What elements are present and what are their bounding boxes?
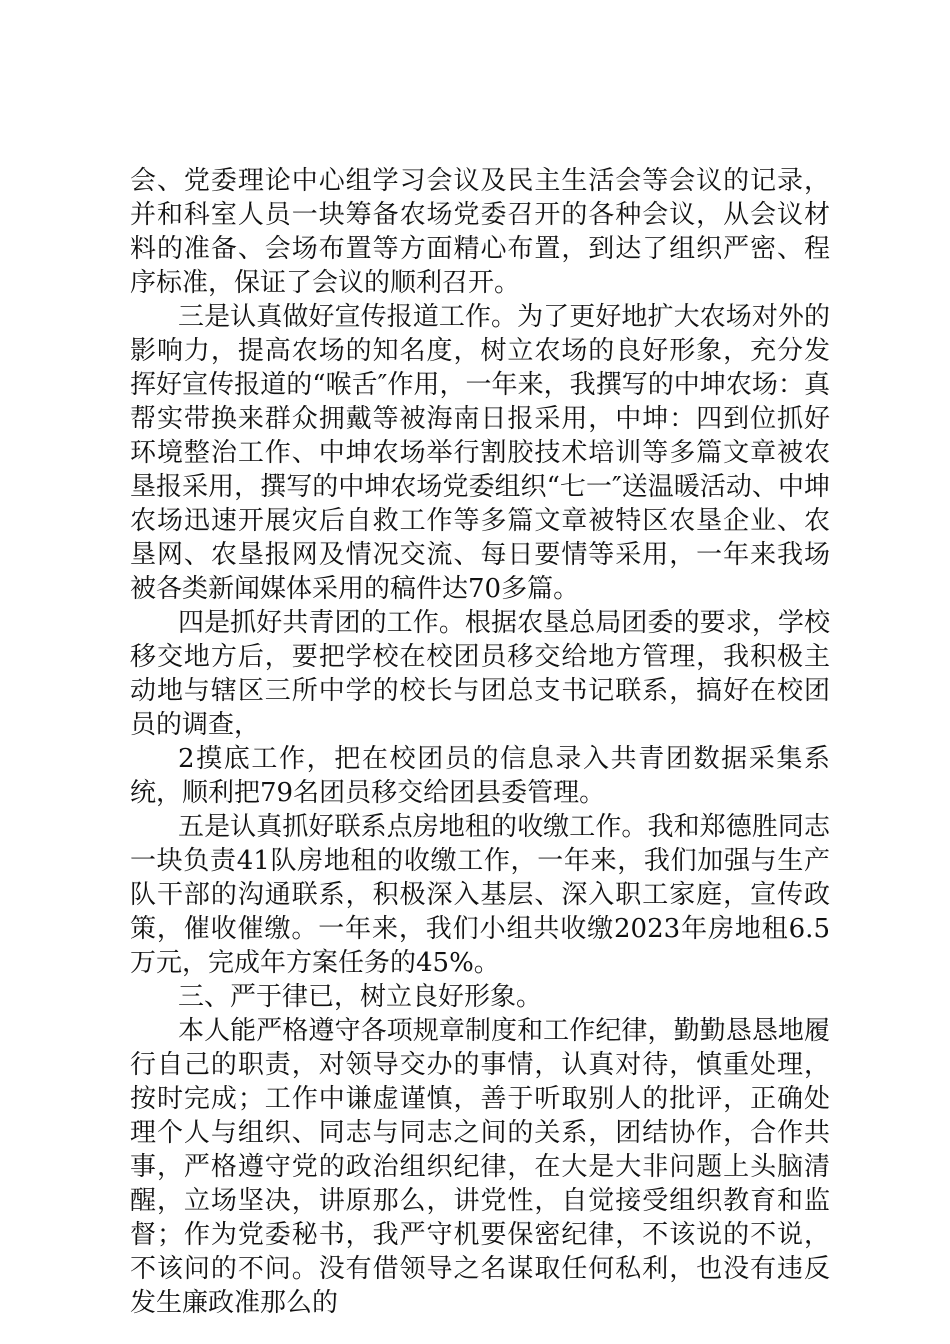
paragraph-rent-collection: 五是认真抓好联系点房地租的收缴工作。我和郑德胜同志一块负责41队房地租的收缴工作，一年来，我们加强与生产队干部的沟通联系，积极深入基层、深入职工家庭，宣传政策，催收催缴。一年来，我们小组共收缴2023年房地租6.5万元，完成年方案任务的45%。: [130, 812, 830, 978]
document-page: [130, 164, 830, 1320]
paragraph-youth-league-work: 四是抓好共青团的工作。根据农垦总局团委的要求，学校移交地方后，要把学校在校团员移交给地方管理，我积极主动地与辖区三所中学的校长与团总支书记联系，搞好在校团员的调查，: [130, 608, 830, 740]
paragraph-publicity-work: 三是认真做好宣传报道工作。为了更好地扩大农场对外的影响力，提高农场的知名度，树立农场的良好形象，充分发挥好宣传报道的“喉舌″作用，一年来，我撰写的中坤农场：真帮实带换来群众拥戴等被海南日报采用，中坤：四到位抓好环境整治工作、中坤农场举行割胶技术培训等多篇文章被农垦报采用，撰写的中坤农场党委组织“七一″送温暖活动、中坤农场迅速开展灾后自救工作等多篇文章被特区农垦企业、农垦网、农垦报网及情况交流、每日要情等采用，一年来我场被各类新闻媒体采用的稿件达70多篇。: [130, 302, 830, 604]
paragraph-meeting-records: 会、党委理论中心组学习会议及民主生活会等会议的记录，并和科室人员一块筹备农场党委召开的各种会议，从会议材料的准备、会场布置等方面精心布置，到达了组织严密、程序标准，保证了会议的顺利召开。: [130, 166, 830, 298]
paragraph-self-discipline: 本人能严格遵守各项规章制度和工作纪律，勤勤恳恳地履行自己的职责，对领导交办的事情，认真对待，慎重处理，按时完成；工作中谦虚谨慎，善于听取别人的批评，正确处理个人与组织、同志与同志之间的关系，团结协作，合作共事，严格遵守党的政治组织纪律，在大是大非问题上头脑清醒，立场坚决，讲原那么，讲党性，自觉接受组织教育和监督；作为党委秘书，我严守机要保密纪律，不该说的不说，不该问的不问。没有借领导之名谋取任何私利，也没有违反发生廉政准那么的: [130, 1016, 830, 1318]
section-heading-self-discipline: 三、严于律已，树立良好形象。: [178, 982, 543, 1012]
paragraph-member-transfer: 2摸底工作，把在校团员的信息录入共青团数据采集系统，顺利把79名团员移交给团县委管理。: [130, 744, 830, 808]
